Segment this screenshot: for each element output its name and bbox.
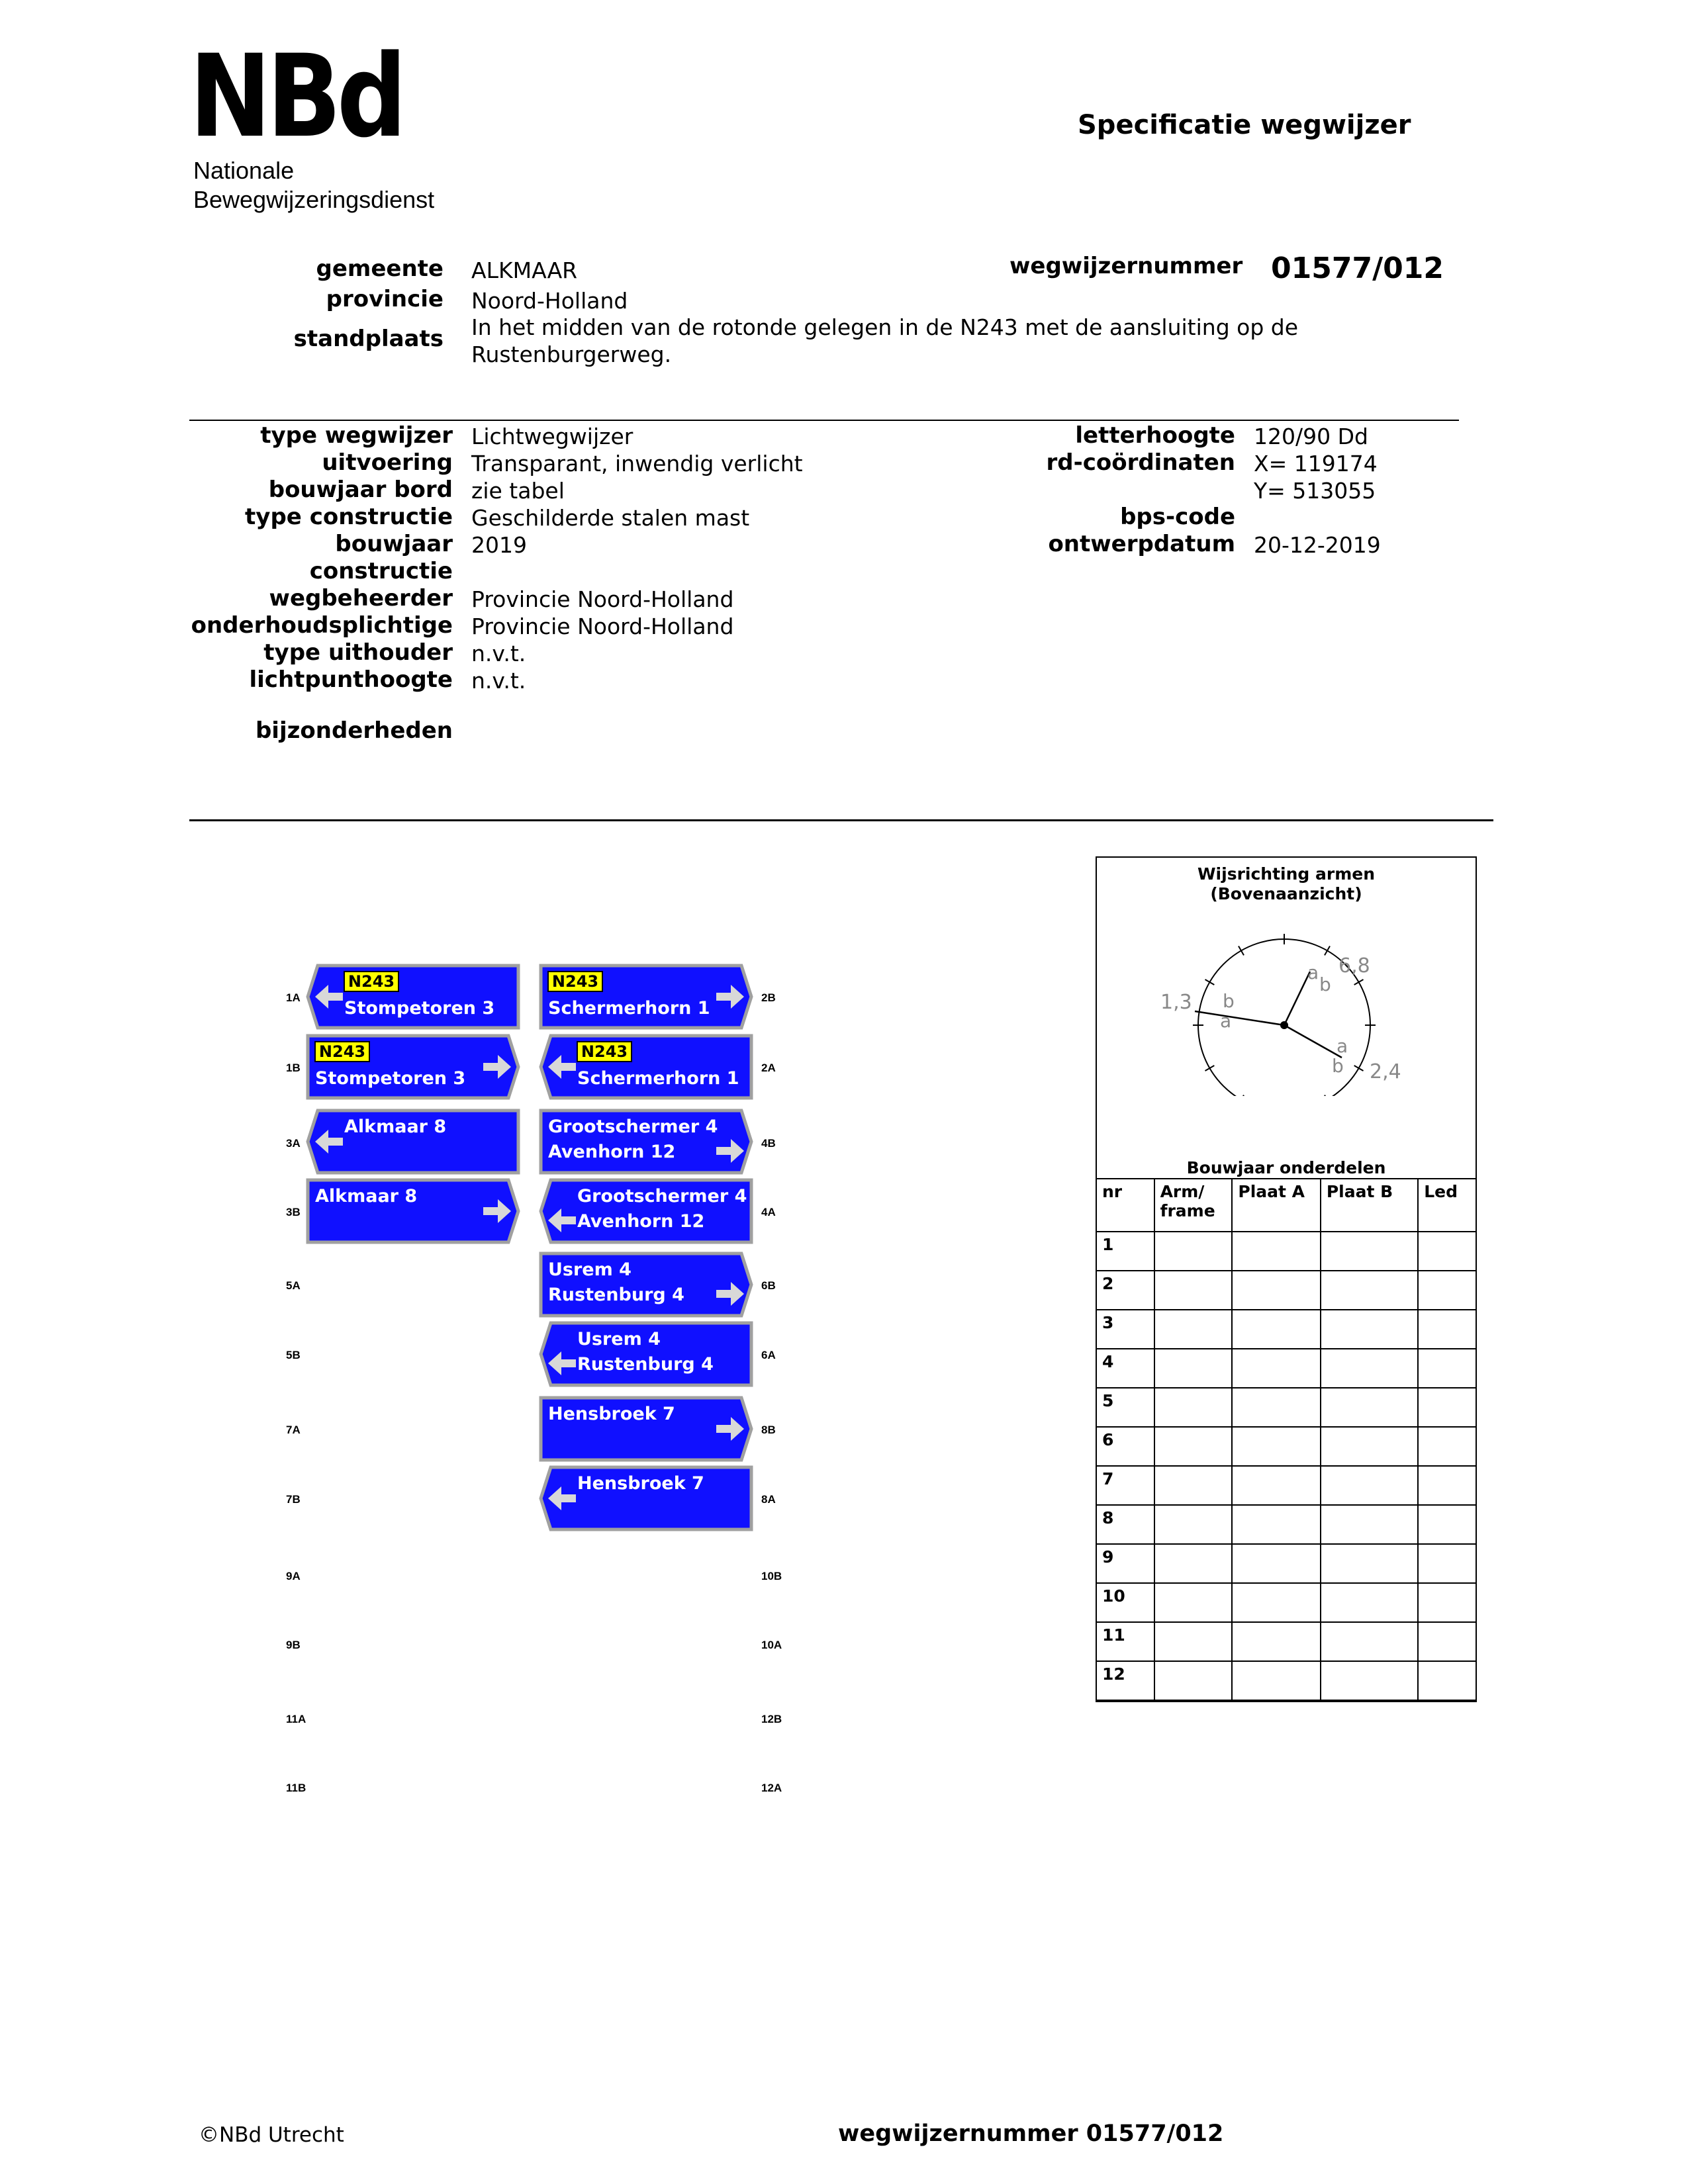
direction-title-2: (Bovenaanzicht) xyxy=(1210,884,1362,903)
parts-cell xyxy=(1232,1622,1320,1661)
arm-a-2-4: a xyxy=(1336,1035,1348,1057)
parts-row xyxy=(1096,1622,1476,1661)
slot-label: 7B xyxy=(286,1493,301,1506)
arm-b-2-4: b xyxy=(1332,1055,1344,1077)
compass-tick xyxy=(1205,1066,1214,1071)
arm-value-2-4: 2,4 xyxy=(1370,1060,1401,1083)
parts-cell xyxy=(1321,1583,1418,1622)
compass-tick xyxy=(1325,946,1330,955)
parts-cell xyxy=(1154,1583,1233,1622)
parts-row-number: 5 xyxy=(1096,1388,1154,1427)
spec-value: n.v.t. xyxy=(471,668,526,694)
parts-cell xyxy=(1154,1427,1233,1466)
parts-header-cell: Arm/ frame xyxy=(1154,1179,1233,1232)
slot-label: 8B xyxy=(761,1424,776,1436)
arm-value-1-3: 1,3 xyxy=(1160,991,1192,1014)
parts-row-number: 6 xyxy=(1096,1427,1154,1466)
slot-label: 12B xyxy=(761,1713,782,1725)
parts-cell xyxy=(1418,1427,1476,1466)
spec-value: Provincie Noord-Holland xyxy=(471,614,734,639)
destination-text: Grootschermer 4 xyxy=(577,1186,747,1206)
parts-cell xyxy=(1154,1310,1233,1349)
parts-row xyxy=(1096,1271,1476,1310)
sign-3B xyxy=(306,1178,520,1244)
destination-text: Usrem 4 xyxy=(577,1329,661,1349)
parts-header-cell: Led xyxy=(1418,1179,1476,1232)
parts-cell xyxy=(1154,1622,1233,1661)
slot-label: 3B xyxy=(286,1206,301,1218)
parts-cell xyxy=(1321,1427,1418,1466)
gemeente-value: ALKMAAR xyxy=(471,257,578,283)
parts-cell xyxy=(1321,1388,1418,1427)
slot-label: 2A xyxy=(761,1062,776,1074)
parts-cell xyxy=(1418,1622,1476,1661)
slot-label: 1A xyxy=(286,991,301,1004)
parts-cell xyxy=(1232,1232,1320,1271)
parts-row xyxy=(1096,1427,1476,1466)
parts-row xyxy=(1096,1505,1476,1544)
spec-right-value: X= 119174 xyxy=(1254,451,1378,477)
provincie-label: provincie xyxy=(326,286,444,312)
parts-cell xyxy=(1232,1583,1320,1622)
arm-line-6-8 xyxy=(1284,972,1310,1025)
arm-b-1-3: b xyxy=(1223,990,1235,1012)
spec-label: uitvoering xyxy=(322,449,453,476)
sign-8B xyxy=(539,1396,753,1462)
compass-tick xyxy=(1325,1095,1330,1096)
parts-cell xyxy=(1154,1349,1233,1388)
destination-text: Avenhorn 12 xyxy=(548,1142,676,1162)
parts-cell xyxy=(1418,1544,1476,1583)
parts-header-cell: Plaat A xyxy=(1232,1179,1320,1232)
parts-row-number: 8 xyxy=(1096,1505,1154,1544)
standplaats-line-2: Rustenburgerweg. xyxy=(471,341,672,367)
compass-tick xyxy=(1354,1066,1364,1071)
route-number: N243 xyxy=(318,1042,366,1061)
sign-2B xyxy=(539,964,753,1030)
standplaats-label: standplaats xyxy=(293,326,444,352)
spec-value: Geschilderde stalen mast xyxy=(471,505,750,531)
parts-row xyxy=(1096,1661,1476,1700)
destination-text: Hensbroek 7 xyxy=(548,1404,675,1424)
spec-right-label: letterhoogte xyxy=(1075,422,1235,449)
destination-text: Alkmaar 8 xyxy=(315,1186,418,1206)
gemeente-label: gemeente xyxy=(316,255,444,282)
spec-right-value: Y= 513055 xyxy=(1254,478,1376,504)
sign-4A xyxy=(539,1178,753,1244)
spec-right-label: bps-code xyxy=(1120,504,1235,530)
spec-label: constructie xyxy=(309,558,453,584)
wegwijzernummer-value: 01577/012 xyxy=(1271,251,1444,285)
parts-cell xyxy=(1321,1505,1418,1544)
wegwijzernummer-label: wegwijzernummer xyxy=(1009,253,1243,279)
parts-cell xyxy=(1321,1310,1418,1349)
parts-cell xyxy=(1232,1466,1320,1505)
spec-right-label: ontwerpdatum xyxy=(1048,531,1235,557)
parts-cell xyxy=(1232,1388,1320,1427)
spec-label: type uithouder xyxy=(263,639,453,666)
direction-diagram xyxy=(1097,911,1476,1096)
compass-tick xyxy=(1354,979,1364,985)
parts-cell xyxy=(1418,1310,1476,1349)
direction-title-1: Wijsrichting armen xyxy=(1197,864,1376,884)
parts-row xyxy=(1096,1310,1476,1349)
parts-cell xyxy=(1232,1544,1320,1583)
destination-text: Schermerhorn 1 xyxy=(548,998,710,1019)
slot-label: 3A xyxy=(286,1137,301,1150)
parts-cell xyxy=(1321,1544,1418,1583)
parts-cell xyxy=(1418,1232,1476,1271)
spec-value: 2019 xyxy=(471,532,527,558)
parts-cell xyxy=(1154,1388,1233,1427)
slot-label: 5B xyxy=(286,1349,301,1361)
parts-cell xyxy=(1232,1505,1320,1544)
arm-a-6-8: a xyxy=(1307,962,1319,983)
parts-row xyxy=(1096,1466,1476,1505)
parts-header-cell: Plaat B xyxy=(1321,1179,1418,1232)
spec-value: Transparant, inwendig verlicht xyxy=(471,451,803,477)
center-dot xyxy=(1280,1021,1288,1029)
parts-cell xyxy=(1418,1661,1476,1700)
slot-label: 2B xyxy=(761,991,776,1004)
parts-cell xyxy=(1418,1388,1476,1427)
parts-row-number: 9 xyxy=(1096,1544,1154,1583)
parts-cell xyxy=(1232,1271,1320,1310)
slot-label: 8A xyxy=(761,1493,776,1506)
parts-cell xyxy=(1154,1232,1233,1271)
slot-label: 12A xyxy=(761,1782,782,1794)
destination-text: Alkmaar 8 xyxy=(344,1116,447,1137)
sign-1B xyxy=(306,1034,520,1100)
destination-text: Stompetoren 3 xyxy=(315,1068,466,1089)
standplaats-line-1: In het midden van de rotonde gelegen in de N243 met de aansluiting op de xyxy=(471,314,1299,340)
parts-table-title: Bouwjaar onderdelen xyxy=(1186,1158,1386,1177)
parts-cell xyxy=(1418,1505,1476,1544)
parts-cell xyxy=(1232,1661,1320,1700)
destination-text: Rustenburg 4 xyxy=(548,1285,684,1305)
spec-right-label: rd-coördinaten xyxy=(1046,449,1235,476)
slot-label: 10A xyxy=(761,1639,782,1651)
parts-cell xyxy=(1232,1427,1320,1466)
compass-tick xyxy=(1205,979,1214,985)
parts-row-number: 11 xyxy=(1096,1622,1154,1661)
parts-table xyxy=(1096,1178,1477,1701)
route-number: N243 xyxy=(551,972,599,991)
parts-cell xyxy=(1154,1505,1233,1544)
parts-cell xyxy=(1321,1466,1418,1505)
parts-cell xyxy=(1154,1661,1233,1700)
slot-label: 1B xyxy=(286,1062,301,1074)
slot-label: 6B xyxy=(761,1279,776,1292)
footer-copyright: ©NBd Utrecht xyxy=(199,2123,344,2147)
parts-row xyxy=(1096,1388,1476,1427)
destination-text: Schermerhorn 1 xyxy=(577,1068,739,1089)
sign-8A xyxy=(539,1465,753,1531)
bijzonderheden-label: bijzonderheden xyxy=(255,717,453,744)
destination-text: Stompetoren 3 xyxy=(344,998,495,1019)
parts-cell xyxy=(1321,1271,1418,1310)
parts-row xyxy=(1096,1349,1476,1388)
sign-6A xyxy=(539,1321,753,1387)
arm-line-1-3 xyxy=(1195,1011,1284,1025)
route-number: N243 xyxy=(581,1042,628,1061)
parts-cell xyxy=(1321,1661,1418,1700)
parts-row-number: 12 xyxy=(1096,1661,1154,1700)
slot-label: 4B xyxy=(761,1137,776,1150)
parts-cell xyxy=(1321,1232,1418,1271)
arm-line-2-4 xyxy=(1284,1025,1342,1058)
parts-row xyxy=(1096,1544,1476,1583)
sign-3A xyxy=(306,1109,520,1175)
spec-label: lichtpunthoogte xyxy=(249,666,453,693)
route-number: N243 xyxy=(348,972,395,991)
spec-label: type wegwijzer xyxy=(260,422,453,449)
parts-row-number: 7 xyxy=(1096,1466,1154,1505)
parts-header-row xyxy=(1096,1179,1476,1232)
logo-mark: NBd xyxy=(189,30,402,163)
spec-label: wegbeheerder xyxy=(269,585,453,612)
compass-tick xyxy=(1239,946,1244,955)
slot-label: 11A xyxy=(286,1713,306,1725)
slot-label: 10B xyxy=(761,1570,782,1582)
slot-label: 4A xyxy=(761,1206,776,1218)
logo-line-1: Nationale xyxy=(193,157,295,184)
parts-cell xyxy=(1321,1622,1418,1661)
parts-cell xyxy=(1232,1310,1320,1349)
parts-cell xyxy=(1154,1466,1233,1505)
parts-cell xyxy=(1154,1544,1233,1583)
arm-value-6-8: 6,8 xyxy=(1338,954,1370,978)
footer-number: wegwijzernummer 01577/012 xyxy=(838,2120,1224,2147)
slot-label: 7A xyxy=(286,1424,301,1436)
divider-top xyxy=(189,420,1459,421)
parts-row-number: 3 xyxy=(1096,1310,1154,1349)
arm-b-6-8: b xyxy=(1319,974,1331,995)
spec-value: Lichtwegwijzer xyxy=(471,424,633,449)
parts-row-number: 2 xyxy=(1096,1271,1154,1310)
slot-label: 9A xyxy=(286,1570,301,1582)
parts-cell xyxy=(1418,1466,1476,1505)
sign-2A xyxy=(539,1034,753,1100)
destination-text: Hensbroek 7 xyxy=(577,1473,704,1494)
sign-4B xyxy=(539,1109,753,1175)
spec-right-value: 20-12-2019 xyxy=(1254,532,1381,558)
slot-label: 11B xyxy=(286,1782,306,1794)
spec-label: bouwjaar xyxy=(335,531,453,557)
slot-label: 9B xyxy=(286,1639,301,1651)
destination-text: Rustenburg 4 xyxy=(577,1354,714,1375)
spec-value: zie tabel xyxy=(471,478,565,504)
sign-1A xyxy=(306,964,520,1030)
parts-row-number: 4 xyxy=(1096,1349,1154,1388)
spec-value: n.v.t. xyxy=(471,641,526,666)
spec-label: type constructie xyxy=(245,504,453,530)
parts-cell xyxy=(1418,1271,1476,1310)
parts-row xyxy=(1096,1583,1476,1622)
destination-text: Grootschermer 4 xyxy=(548,1116,718,1137)
parts-cell xyxy=(1154,1271,1233,1310)
logo-line-2: Bewegwijzeringsdienst xyxy=(193,186,435,213)
parts-row-number: 10 xyxy=(1096,1583,1154,1622)
parts-header-cell: nr xyxy=(1096,1179,1154,1232)
parts-cell xyxy=(1418,1349,1476,1388)
arm-a-1-3: a xyxy=(1220,1010,1232,1032)
slot-label: 6A xyxy=(761,1349,776,1361)
document-title: Specificatie wegwijzer xyxy=(1078,110,1411,140)
spec-value: Provincie Noord-Holland xyxy=(471,586,734,612)
parts-cell xyxy=(1232,1349,1320,1388)
sign-6B xyxy=(539,1251,753,1318)
parts-row xyxy=(1096,1232,1476,1271)
destination-text: Avenhorn 12 xyxy=(577,1211,705,1232)
divider-bottom xyxy=(189,819,1493,821)
parts-cell xyxy=(1418,1583,1476,1622)
parts-cell xyxy=(1321,1349,1418,1388)
destination-text: Usrem 4 xyxy=(548,1259,632,1280)
provincie-value: Noord-Holland xyxy=(471,288,628,314)
slot-label: 5A xyxy=(286,1279,301,1292)
spec-right-value: 120/90 Dd xyxy=(1254,424,1368,449)
compass-tick xyxy=(1239,1095,1244,1096)
spec-label: bouwjaar bord xyxy=(268,477,453,503)
parts-row-number: 1 xyxy=(1096,1232,1154,1271)
spec-label: onderhoudsplichtige xyxy=(191,612,453,639)
